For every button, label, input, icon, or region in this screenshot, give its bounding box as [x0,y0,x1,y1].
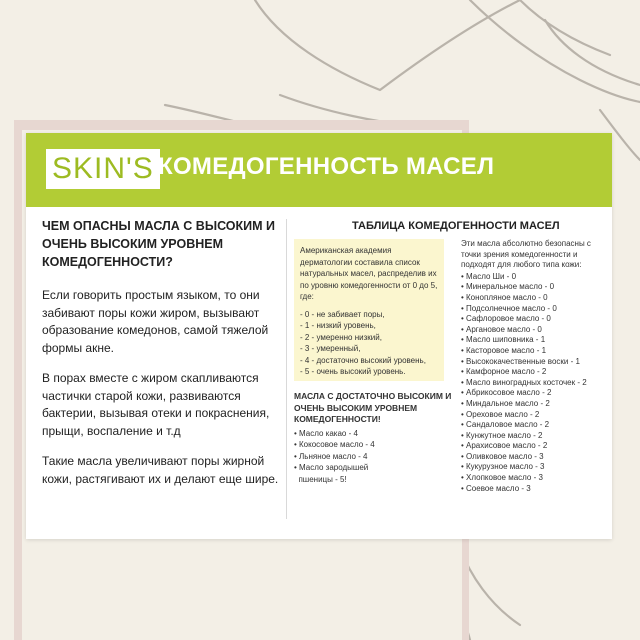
safe-item: • Аргановое масло - 0 [461,324,542,334]
safe-item: • Оливковое масло - 3 [461,451,544,461]
safe-item: • Хлопковое масло - 3 [461,473,543,483]
safe-item: • Подсолнечное масло - 0 [461,303,557,313]
danger-section [294,391,454,485]
info-card [26,133,612,539]
scale-box [294,239,444,381]
danger-item: • Кокосовое масло - 4 [294,440,375,449]
safe-item: • Кукурузное масло - 3 [461,462,545,472]
header-bar [26,133,612,207]
column-divider [286,219,287,519]
safe-item: • Камфорное масло - 2 [461,367,547,377]
brand-logo [46,149,160,189]
danger-item: • Масло какао - 4 [294,428,358,438]
scale-level: - 2 - умеренно низкий, [300,332,382,342]
brand-name: SKIN'S [52,152,154,185]
safe-item: • Миндальное масло - 2 [461,398,550,408]
paragraph-3: Такие масла увеличивают поры жирной кожи, растягивают их и делают еще шире. [42,454,279,486]
safe-item: • Масло Ши - 0 [461,271,517,281]
danger-item: • Льняное масло - 4 [294,451,368,461]
scale-level: - 5 - очень высокий уровень. [300,367,406,376]
danger-item: • Масло зародышей [294,463,369,472]
safe-item: • Конопляное масло - 0 [461,292,548,302]
scale-level: - 3 - умеренный, [300,344,361,353]
safe-item: • Масло виноградных косточек - 2 [461,377,587,387]
safe-item: • Ореховое масло - 2 [461,409,540,419]
safe-item: • Кунжутное масло - 2 [461,430,543,440]
safe-item: • Минеральное масло - 0 [461,282,555,292]
table-title: ТАБЛИЦА КОМЕДОГЕННОСТИ МАСЕЛ [352,220,560,232]
safe-item: • Сафлоровое масло - 0 [461,314,551,324]
page-title: КОМЕДОГЕННОСТЬ МАСЕЛ [158,153,495,180]
safe-item: • Арахисовое масло - 2 [461,441,548,451]
left-column [42,217,282,501]
scale-level: - 1 - низкий уровень, [300,321,376,330]
safe-item: • Соевое масло - 3 [461,483,531,493]
safe-item: • Масло шиповника - 1 [461,335,546,345]
danger-item: пшеницы - 5! [294,474,347,484]
safe-item: • Высококачественные воски - 1 [461,356,580,366]
safe-item: • Абрикосовое масло - 2 [461,388,552,398]
danger-title: МАСЛА С ДОСТАТОЧНО ВЫСОКИМ И ОЧЕНЬ ВЫСОКИМ УРОВНЕМ КОМЕДОГЕННОСТИ! [294,391,452,424]
scale-level: - 0 - не забивает поры, [300,309,385,319]
scale-level: - 4 - достаточно высокий уровень, [300,355,426,365]
question-heading: ЧЕМ ОПАСНЫ МАСЛА С ВЫСОКИМ И ОЧЕНЬ ВЫСОКИМ УРОВНЕМ КОМЕДОГЕННОСТИ? [42,219,275,269]
scale-intro: Американская академия дерматологии составила список натуральных масел, распределив их по уровню комедогенности от 0 до 5, где: [300,246,438,301]
safe-item: • Сандаловое масло - 2 [461,420,550,430]
paragraph-1: Если говорить простым языком, то они забивают поры кожи жиром, вызывают образование комедонов, самой тяжелой формы акне. [42,288,269,355]
safe-section [461,239,606,494]
scale-levels [300,309,438,378]
safe-intro: Эти масла абсолютно безопасны с точки зрения комедогенности и подходят для любого типа кожи: [461,239,591,270]
safe-item: • Касторовое масло - 1 [461,345,547,355]
paragraph-2: В порах вместе с жиром скапливаются частички старой кожи, развиваются бактерии, вызывая отеки и покраснения, прыщи, воспаление и т.д [42,371,270,438]
